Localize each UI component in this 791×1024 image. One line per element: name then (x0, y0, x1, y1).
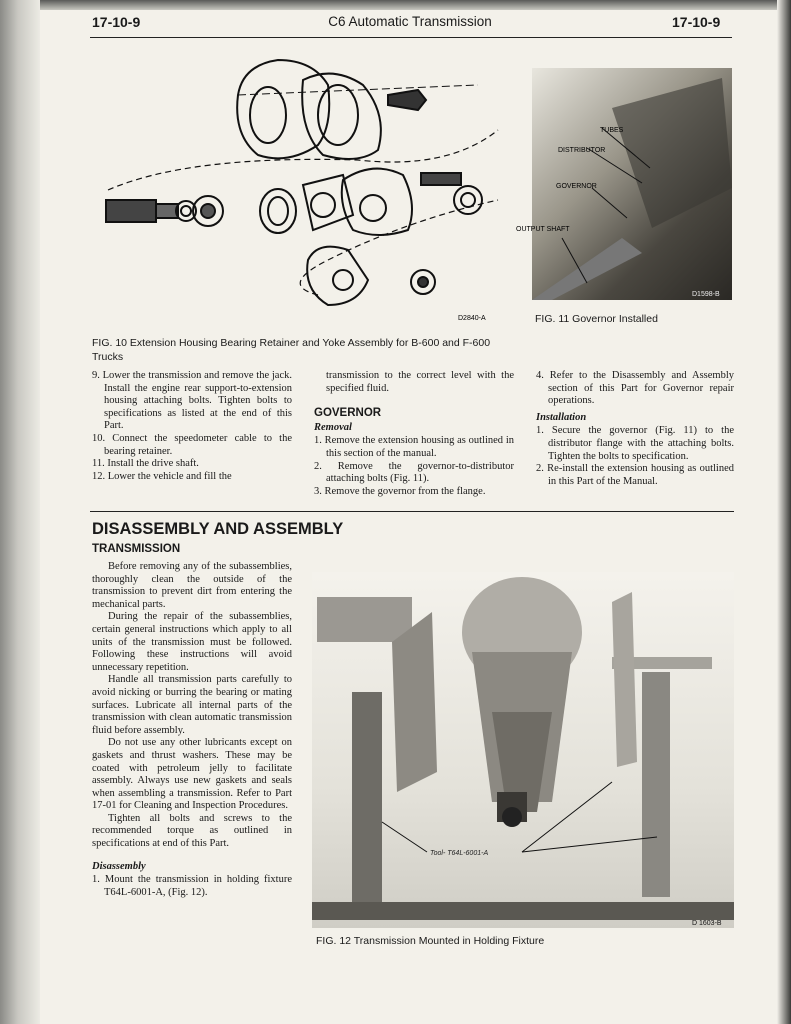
tool-label: Tool- T64L-6001-A (430, 850, 489, 857)
list-item: 2. Re-install the extension housing as outlined in this Part of the Manual. (536, 463, 734, 487)
governor-heading: GOVERNOR (314, 407, 382, 420)
list-item: 9. Lower the transmission and remove the jack. Install the engine rear support-to-extension housing attaching bolts. Tighten bolts to specifications as listed at the end of this Part. (92, 370, 292, 432)
disassembly-heading: Disassembly (92, 860, 146, 872)
fig12-caption: FIG. 12 Transmission Mounted in Holding Fixture (316, 935, 545, 947)
fig10-caption: FIG. 10 Extension Housing Bearing Retainer and Yoke Assembly for B-600 and F-600 Trucks (92, 337, 491, 363)
list-item: 12. Lower the vehicle and fill the (92, 470, 232, 482)
fig12-code: D 1603-B (692, 920, 722, 927)
list-item: 4. Refer to the Disassembly and Assembly section of this Part for Governor repair operations. (536, 370, 734, 407)
paragraph: Do not use any other lubricants except on gaskets and thrust washers. These may be coated with petroleum jelly to facilitate assembly. Always use new gaskets and seals when assembling a transmission. Refer to Part 17-01 for Cleaning and Inspection Procedures. (92, 737, 292, 812)
column-3 (536, 370, 734, 488)
column-2 (314, 370, 514, 498)
fig10-code: D2840-A (458, 315, 486, 322)
fig10-exploded-diagram (88, 40, 518, 325)
label-output-shaft: OUTPUT SHAFT (516, 226, 570, 233)
section-rule (90, 511, 734, 512)
paragraph: Before removing any of the subassemblies, thoroughly clean the outside of the transmission to prevent dirt from entering the mechanical parts. (92, 561, 292, 610)
label-tubes: TUBES (600, 127, 624, 134)
paragraph: Handle all transmission parts carefully to avoid nicking or burring the bearing or mating surfaces. Lubricate all internal parts of the transmission with clean automatic transmission fluid before assembly. (92, 674, 292, 736)
installation-subheading: Installation (536, 411, 587, 423)
fig11-caption: FIG. 11 Governor Installed (535, 313, 658, 325)
fig11-code: D1598-B (692, 291, 720, 298)
running-title: C6 Automatic Transmission (328, 14, 492, 29)
list-item: 3. Remove the governor from the flange. (314, 485, 486, 497)
header-rule (90, 37, 732, 38)
paragraph: Tighten all bolts and screws to the recommended torque as outlined in specifications at end of this Part. (92, 812, 292, 850)
column-1 (92, 370, 292, 483)
section-body (92, 561, 292, 899)
list-item: 1. Mount the transmission in holding fixture T64L-6001-A, (Fig. 12). (92, 874, 292, 898)
binding-gutter (0, 0, 40, 1024)
fig11-photo-detail (516, 68, 732, 300)
label-governor: GOVERNOR (556, 183, 597, 190)
page-right-edge (777, 0, 791, 1024)
list-item: 1. Remove the extension housing as outlined in this section of the manual. (314, 435, 514, 459)
label-distributor: DISTRIBUTOR (558, 147, 606, 154)
fig11-photo (516, 68, 732, 300)
fig12-photo-detail (312, 572, 734, 928)
section-subtitle: TRANSMISSION (92, 543, 181, 555)
list-item: 2. Remove the governor-to-distributor attaching bolts (Fig. 11). (314, 460, 514, 485)
list-item: 1. Secure the governor (Fig. 11) to the distributor flange with the attaching bolts. Tighten the bolts to specification. (536, 425, 734, 462)
fig10-drawing (88, 40, 518, 325)
list-item: 10. Connect the speedometer cable to the bearing retainer. (92, 432, 292, 457)
list-item: 11. Install the drive shaft. (92, 458, 199, 470)
page-number-right: 17-10-9 (672, 14, 721, 30)
removal-subheading: Removal (314, 421, 352, 433)
fig12-photo (312, 572, 734, 928)
continued-text: transmission to the correct level with the specified fluid. (326, 370, 514, 394)
paragraph: During the repair of the subassemblies, certain general instructions which apply to all units of the transmission must be followed. Following these instructions will avoid unnecessary repetition. (92, 611, 292, 673)
section-title: DISASSEMBLY AND ASSEMBLY (92, 520, 344, 538)
page-top-shadow (0, 0, 791, 10)
page-number-left: 17-10-9 (92, 14, 141, 30)
